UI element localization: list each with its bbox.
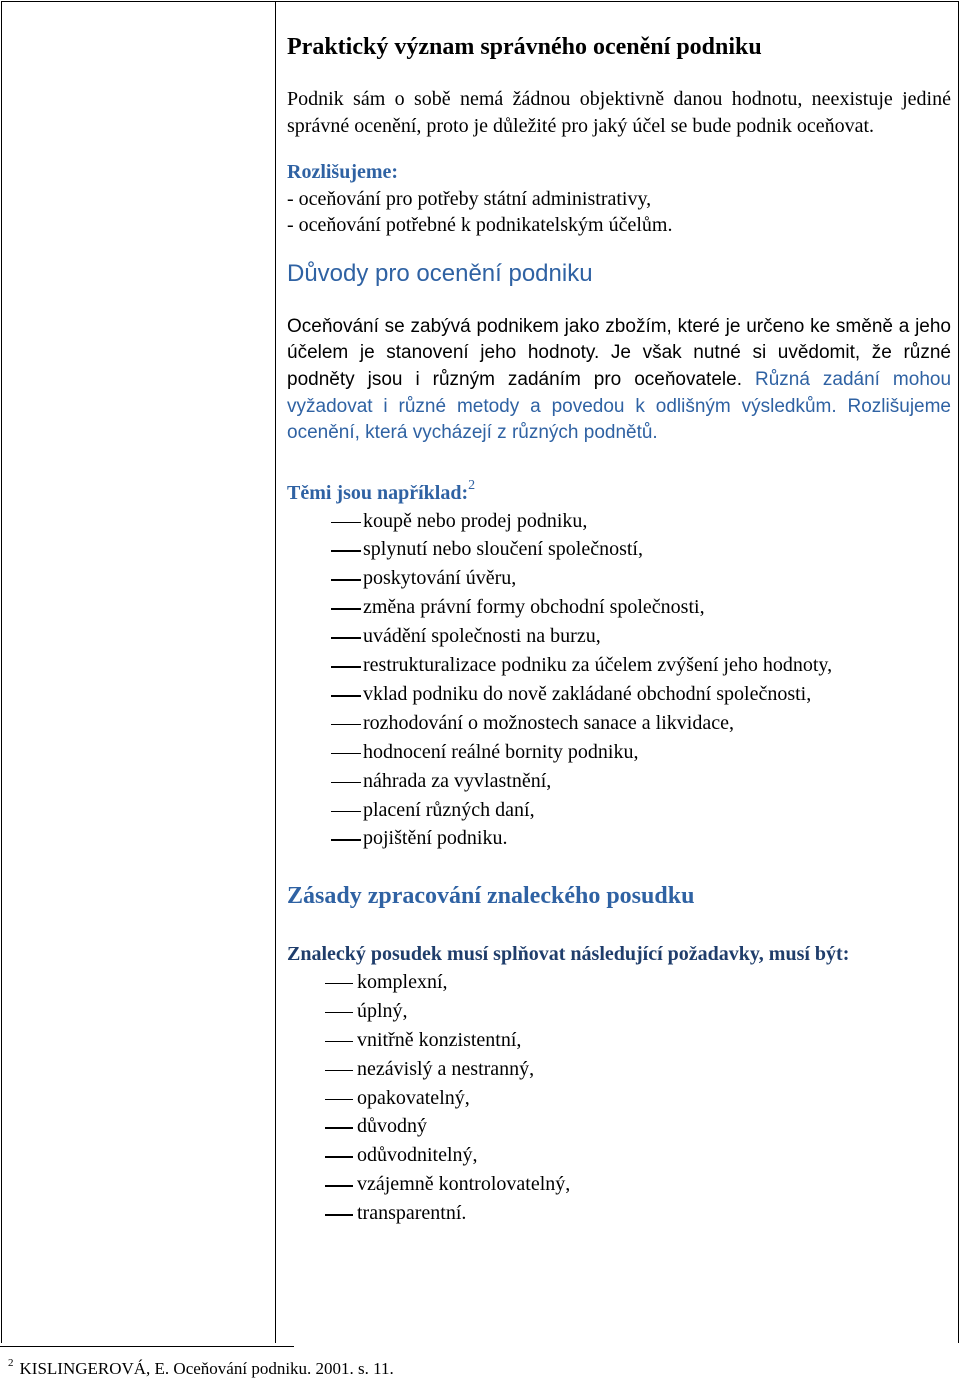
- list-item: vklad podniku do nově zakládané obchodní společnosti,: [287, 680, 951, 709]
- margin-divider: [275, 1, 276, 1343]
- list-item: rozhodování o možnostech sanace a likvidace,: [287, 709, 951, 738]
- section-title-principles: Zásady zpracování znaleckého posudku: [287, 883, 695, 910]
- examples-list: [287, 507, 951, 854]
- list-item: splynutí nebo sloučení společností,: [287, 535, 951, 564]
- section-title-reasons: Důvody pro ocenění podniku: [287, 259, 593, 287]
- distinguish-list: [287, 186, 951, 239]
- footnote-ref: 2: [468, 478, 476, 494]
- distinguish-item: - oceňování potřebné k podnikatelským účelům.: [287, 214, 673, 236]
- list-item: uvádění společnosti na burzu,: [287, 622, 951, 651]
- list-item: vzájemně kontrolovatelný,: [287, 1170, 951, 1199]
- page-content: [287, 30, 951, 1228]
- intro-paragraph: Podnik sám o sobě nemá žádnou objektivně danou hodnotu, neexistuje jediné správné ocenění, proto je důležité pro jaký účel se bude podnik oceňovat.: [287, 88, 951, 137]
- distinguish-label: Rozlišujeme:: [287, 161, 399, 183]
- list-item: transparentní.: [287, 1199, 951, 1228]
- footnote-number: 2: [8, 1357, 14, 1369]
- list-item: nezávislý a nestranný,: [287, 1055, 951, 1084]
- requirements-list: [287, 968, 951, 1228]
- list-item: poskytování úvěru,: [287, 564, 951, 593]
- distinguish-item: - oceňování pro potřeby státní administrativy,: [287, 187, 652, 210]
- list-item: vnitřně konzistentní,: [287, 1026, 951, 1055]
- list-item: pojištění podniku.: [287, 824, 951, 853]
- list-item: úplný,: [287, 997, 951, 1026]
- list-item: restrukturalizace podniku za účelem zvýšení jeho hodnoty,: [287, 651, 951, 680]
- examples-label: Těmi jsou například:$^2$: [287, 478, 476, 505]
- list-item: hodnocení reálné bornity podniku,: [287, 738, 951, 767]
- list-item: důvodný: [287, 1112, 951, 1141]
- list-item: změna právní formy obchodní společnosti,: [287, 593, 951, 622]
- reasons-text-blue: Různá zadání mohou vyžadovat i různé metody a povedou k odlišným výsledkům. Rozlišujeme ocenění, která vycházejí z různých podnětů.: [287, 368, 952, 444]
- reasons-paragraph: [287, 314, 951, 448]
- list-item: komplexní,: [287, 968, 951, 997]
- footnote: [8, 1352, 394, 1380]
- footnote-separator: [0, 1346, 294, 1347]
- list-item: náhrada za vyvlastnění,: [287, 767, 951, 796]
- section-title-practical-value: Praktický význam správného ocenění podniku: [287, 34, 762, 60]
- footnote-text: KISLINGEROVÁ, E. Oceňování podniku. 2001. s. 11.: [19, 1359, 394, 1378]
- list-item: odůvodnitelný,: [287, 1141, 951, 1170]
- requirements-label: Znalecký posudek musí splňovat následující požadavky, musí být:: [287, 943, 850, 966]
- list-item: placení různých daní,: [287, 796, 951, 825]
- list-item: opakovatelný,: [287, 1084, 951, 1113]
- reasons-text: Oceňování se zabývá podnikem jako zbožím, které je určeno ke směně a jeho účelem je stanovení jeho hodnoty. Je však nutné si uvědomit, že různé podněty jsou i různým zadáním pro oceňovatele.: [287, 315, 951, 390]
- list-item: koupě nebo prodej podniku,: [287, 507, 951, 536]
